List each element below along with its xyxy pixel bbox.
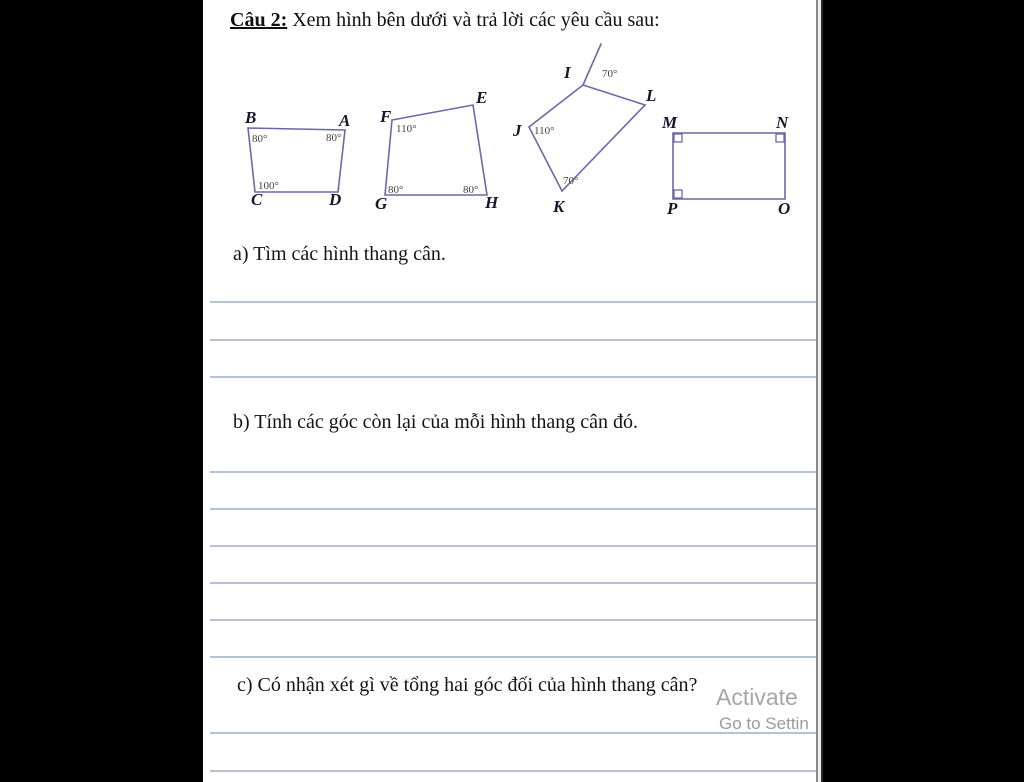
- question-c: c) Có nhận xét gì về tổng hai góc đối của hình thang cân?: [237, 674, 698, 696]
- angle-label: 80°: [252, 133, 268, 145]
- activate-watermark-line1: Activate: [716, 684, 798, 710]
- angle-label: 100°: [258, 180, 279, 192]
- figure-outline: [385, 105, 487, 195]
- vertex-label: H: [485, 193, 499, 212]
- figure-MNOP: [661, 113, 790, 218]
- answer-line: [210, 339, 816, 341]
- angle-label: 110°: [396, 123, 417, 135]
- answer-line: [210, 471, 816, 473]
- answer-line: [210, 619, 816, 621]
- window-right-edge-dark: [821, 0, 823, 782]
- angle-label: 80°: [326, 132, 342, 144]
- activate-watermark-line2: Go to Settin: [719, 714, 809, 733]
- vertex-label: E: [476, 88, 488, 107]
- vertex-label: O: [778, 199, 791, 218]
- answer-line: [210, 508, 816, 510]
- question-instruction: Xem hình bên dưới và trả lời các yêu cầu sau:: [292, 9, 660, 31]
- vertex-label: D: [329, 190, 342, 209]
- vertex-label: F: [380, 107, 392, 126]
- worksheet-page: [203, 0, 816, 782]
- figures-svg: [203, 0, 816, 782]
- vertex-label: A: [339, 111, 351, 130]
- right-angle-mark: [674, 190, 682, 198]
- vertex-label: M: [662, 113, 678, 132]
- figure-ray: [583, 44, 601, 85]
- answer-line: [210, 770, 816, 772]
- right-angle-mark: [776, 134, 784, 142]
- question-b: b) Tính các góc còn lại của mỗi hình thang cân đó.: [233, 411, 639, 433]
- vertex-label: I: [564, 63, 571, 82]
- vertex-label: P: [667, 199, 678, 218]
- figure-IJKL: [512, 44, 656, 216]
- figure-EFGH: [375, 88, 499, 213]
- answer-line: [210, 545, 816, 547]
- vertex-label: K: [553, 197, 565, 216]
- figure-outline: [529, 85, 645, 191]
- vertex-label: J: [513, 121, 522, 140]
- right-angle-mark: [674, 134, 682, 142]
- angle-label: 110°: [534, 125, 555, 137]
- question-number: Câu 2:: [230, 9, 288, 31]
- vertex-label: C: [251, 190, 263, 209]
- angle-label: 80°: [388, 184, 404, 196]
- answer-line: [210, 301, 816, 303]
- angle-label: 70°: [602, 68, 618, 80]
- figure-outline: [673, 133, 785, 199]
- vertex-label: N: [776, 113, 789, 132]
- figure-ABCD: [244, 108, 350, 209]
- vertex-label: L: [646, 86, 657, 105]
- vertex-label: G: [375, 194, 388, 213]
- vertex-label: B: [245, 108, 257, 127]
- answer-line: [210, 656, 816, 658]
- answer-line: [210, 376, 816, 378]
- answer-line: [210, 582, 816, 584]
- angle-label: 80°: [463, 184, 479, 196]
- angle-label: 70°: [563, 175, 579, 187]
- question-a: a) Tìm các hình thang cân.: [233, 243, 446, 265]
